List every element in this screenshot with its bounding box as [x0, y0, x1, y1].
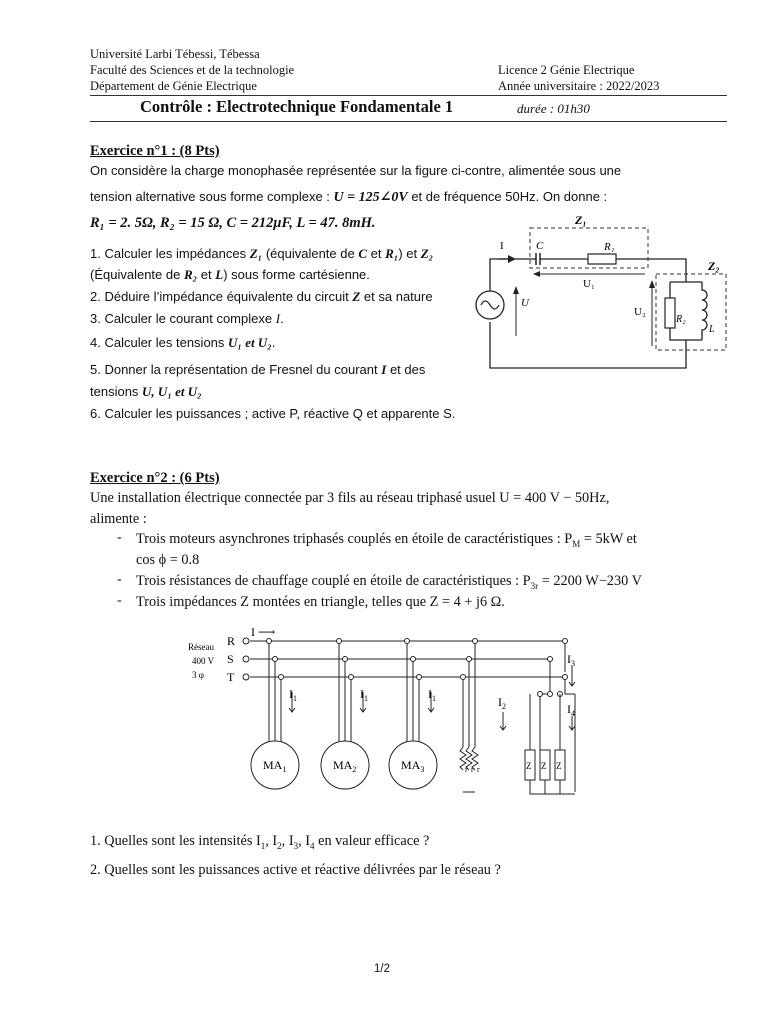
level: Licence 2 Génie Electrique [498, 63, 635, 77]
label-z-3: Z [556, 761, 562, 771]
voltage-value: U = 125∠0V [333, 190, 408, 205]
bullet-dash-2: - [117, 572, 122, 587]
department-name: Département de Génie Electrique [90, 79, 257, 93]
l-label: L [709, 324, 715, 335]
label-i1-b: $I_1$ [360, 687, 368, 703]
given-values: R₁ = 2. 5Ω, R₂ = 15 Ω, C = 212μF, L = 47. 8mH. [90, 215, 376, 231]
r1-label: R₁ [604, 241, 615, 253]
question1-line2: (Équivalente de R₂ et L) sous forme cartésienne. [90, 267, 370, 282]
u1-label: U₁ [583, 278, 595, 290]
exercise1-title: Exercice n°1 : (8 Pts) [90, 143, 220, 159]
c-label: C [536, 240, 544, 252]
label-r-1: r [465, 765, 468, 774]
label-phase-t: T [227, 670, 235, 684]
z2-label: Z₂ [708, 259, 720, 273]
label-i1-a: $I_1$ [289, 687, 297, 703]
duration: durée : 01h30 [517, 101, 590, 116]
three-phase-installation-diagram [185, 622, 595, 804]
label-phase-r: R [227, 634, 236, 648]
resistor-r2 [665, 298, 675, 328]
exercise2-intro-line2: alimente : [90, 511, 147, 527]
question1-line1: 1. Calculer les impédances Z₁ (équivalente de C et R₁) et Z₂ [90, 246, 434, 261]
bullet-dash-3: - [117, 593, 122, 608]
question2: 2. Déduire l’impédance équivalente du circuit Z et sa nature [90, 289, 433, 304]
u2-arrow [649, 280, 655, 288]
label-ma3: $MA_3$ [401, 758, 425, 774]
label-i3: $I_3$ [567, 652, 575, 668]
exercise2-question1: 1. Quelles sont les intensités $I_1$, $I_2$, $I_3$, $I_4$ en valeur efficace ? [90, 833, 430, 851]
label-reseau: Réseau [188, 642, 214, 652]
label-r-3: r [477, 765, 480, 774]
label-line-current: I ⟶ [251, 625, 276, 639]
label-z-1: Z [526, 761, 532, 771]
bullet-dash-1: - [117, 530, 122, 545]
u1-arrow [533, 271, 540, 277]
label-r-2: r [471, 765, 474, 774]
u2-label: U₂ [634, 306, 646, 318]
label-3phi: 3 φ [192, 670, 204, 680]
exercise1-intro-line2: tension alternative sous forme complexe : U = 125∠0V et de fréquence 50Hz. On donne : [90, 189, 608, 205]
item2: Trois résistances de chauffage couplé en étoile de caractéristiques : $P_{3r} = 2200$ W−230 V [136, 573, 642, 591]
faculty-name: Faculté des Sciences et de la technologie [90, 63, 295, 77]
label-ma1: $MA_1$ [263, 758, 287, 774]
label-i1-c: $I_1$ [428, 687, 436, 703]
question6: 6. Calculer les puissances ; active P, réactive Q et apparente S. [90, 406, 456, 421]
item1-line2: cos ϕ = 0.8 [136, 552, 200, 568]
exercise2-intro-line1: Une installation électrique connectée par 3 fils au réseau triphasé usuel U = 400 V − 50Hz, [90, 490, 610, 506]
single-phase-circuit-diagram [470, 210, 740, 382]
question4: 4. Calculer les tensions U₁ et U₂. [90, 335, 276, 350]
inductor-l [702, 282, 707, 340]
page-number: 1/2 [374, 963, 390, 975]
university-name: Université Larbi Tébessi, Tébessa [90, 47, 260, 61]
r2-label: R₂ [676, 314, 686, 325]
i-label: I [500, 240, 504, 252]
z1-label: Z₁ [575, 213, 587, 227]
exercise1-intro-line1: On considère la charge monophasée représentée sur la figure ci-contre, alimentée sous une [90, 163, 622, 178]
exercise2-question2: 2. Quelles sont les puissances active et réactive délivrées par le réseau ? [90, 862, 501, 878]
page-title: Contrôle : Electrotechnique Fondamentale 1 [140, 97, 454, 116]
question5-line1: 5. Donner la représentation de Fresnel du courant I et des [90, 362, 426, 377]
label-400v: 400 V [192, 656, 215, 666]
academic-year: Année universitaire : 2022/2023 [498, 79, 660, 93]
question3: 3. Calculer le courant complexe I. [90, 311, 284, 326]
label-ma2: $MA_2$ [333, 758, 357, 774]
header-rule-bottom [90, 121, 727, 122]
exercise2-title: Exercice n°2 : (6 Pts) [90, 470, 220, 486]
question5-line2: tensions U, U₁ et U₂ [90, 384, 202, 399]
label-phase-s: S [227, 652, 234, 666]
label-i4: $I_4$ [567, 702, 575, 718]
u-label: U [521, 297, 529, 309]
item1-line1: Trois moteurs asynchrones triphasés couplés en étoile de caractéristiques : $P_M = 5kW$ et [136, 531, 637, 549]
label-z-2: Z [541, 761, 547, 771]
header-rule-top [90, 95, 727, 96]
label-i2: $I_2$ [498, 695, 506, 711]
u-arrow [513, 286, 519, 294]
resistor-r1 [588, 254, 616, 264]
item3: Trois impédances Z montées en triangle, telles que Z = 4 + j6 Ω. [136, 594, 505, 610]
